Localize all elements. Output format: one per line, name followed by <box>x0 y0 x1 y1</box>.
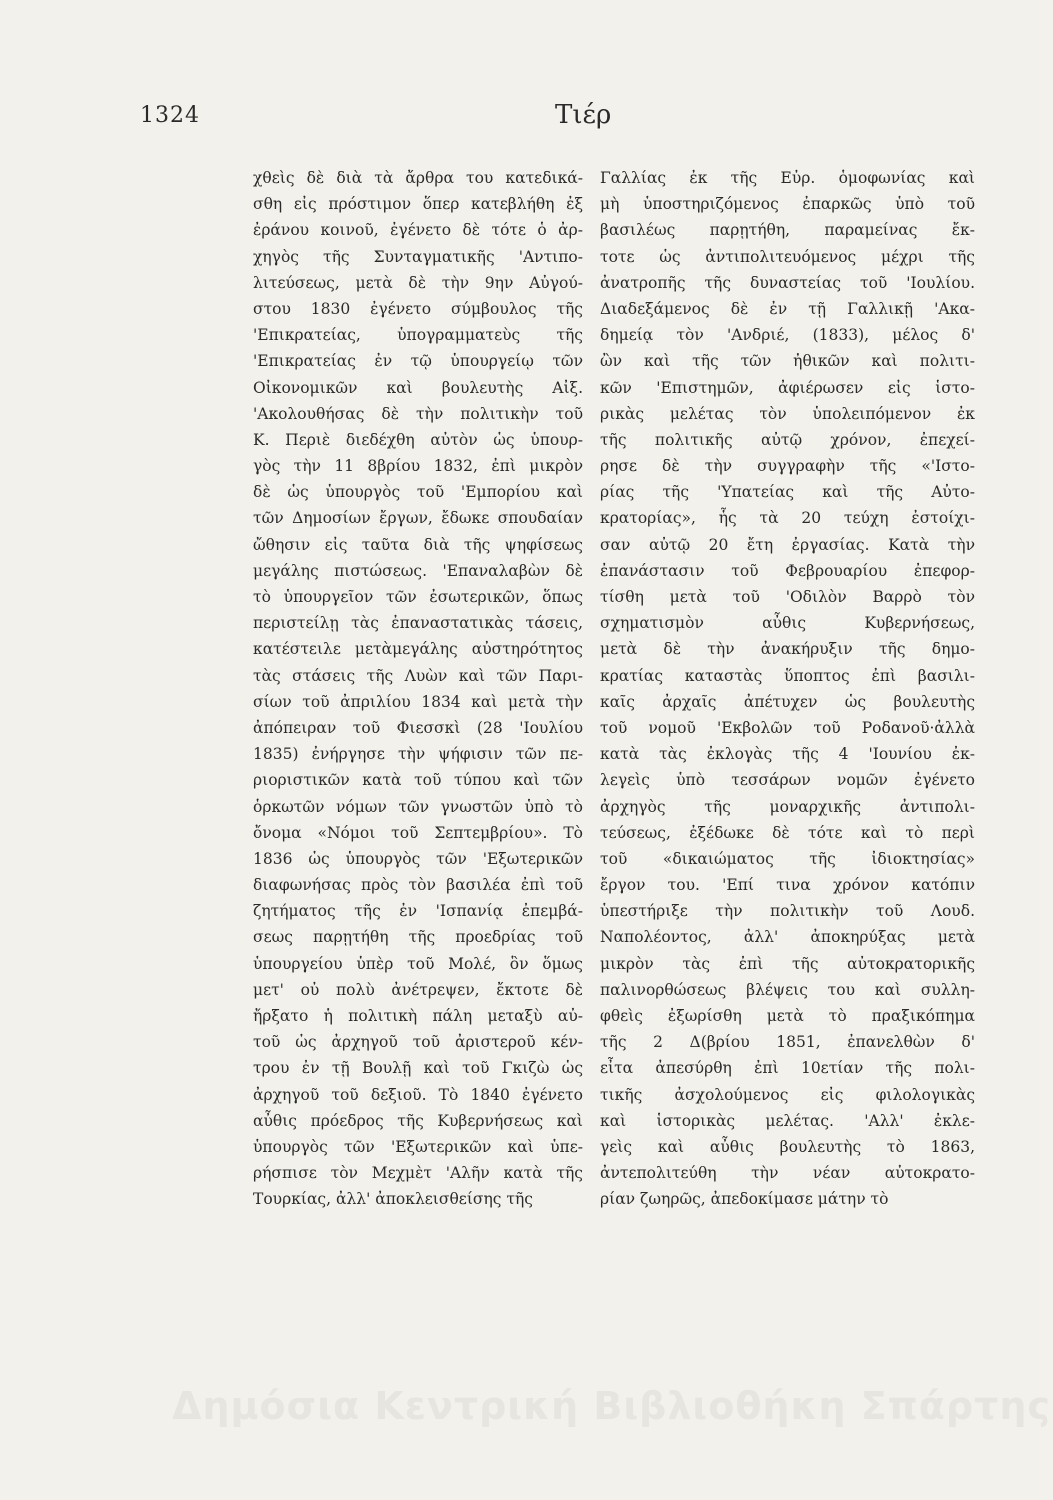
text-line: τοῦ ὡς ἀρχηγοῦ τοῦ ἀριστεροῦ κέν- <box>253 1033 583 1052</box>
text-line: ἔργον του. 'Επί τινα χρόνον κατόπιν <box>600 876 975 895</box>
text-line: ρικὰς μελέτας τὸν ὑπολειπόμενον ἐκ <box>600 404 975 423</box>
text-line: ὑπουργείου ὑπὲρ τοῦ Μολέ, ὃν ὅμως <box>253 954 583 973</box>
running-head: Τιέρ <box>555 100 612 130</box>
text-line: τικῆς ἀσχολούμενος εἰς φιλολογικὰς <box>600 1085 975 1104</box>
text-line: Κ. Περιὲ διεδέχθη αὐτὸν ὡς ὑπουρ- <box>253 430 583 449</box>
text-line: περιστείλῃ τὰς ἐπαναστατικὰς τάσεις, <box>253 614 583 633</box>
text-line: ἐράνου κοινοῦ, ἐγένετο δὲ τότε ὁ ἀρ- <box>253 221 583 240</box>
text-line: Ναπολέοντος, ἀλλ' ἀποκηρύξας μετὰ <box>600 928 975 947</box>
text-line: σαν αὐτῷ 20 ἔτη ἐργασίας. Κατὰ τὴν <box>600 535 975 554</box>
text-line: μικρὸν τὰς ἐπὶ τῆς αὐτοκρατορικῆς <box>600 954 975 973</box>
text-line: σίων τοῦ ἀπριλίου 1834 καὶ μετὰ τὴν <box>253 692 583 711</box>
text-line: ρησε δὲ τὴν συγγραφὴν τῆς «'Ιστο- <box>600 457 975 476</box>
text-line: τοῦ νομοῦ 'Εκβολῶν τοῦ Ροδανοῦ·ἀλλὰ <box>600 718 975 737</box>
text-line: τὸ ὑπουργεῖον τῶν ἐσωτερικῶν, ὅπως <box>253 588 583 606</box>
text-line: τὰς στάσεις τῆς Λυὼν καὶ τῶν Παρι- <box>253 666 583 685</box>
text-line: ἤρξατο ἡ πολιτικὴ πάλη μεταξὺ αὐ- <box>253 1007 583 1025</box>
text-line: γὸς τὴν 11 8βρίου 1832, ἐπὶ μικρὸν <box>253 457 583 476</box>
text-line: κῶν 'Επιστημῶν, ἀφιέρωσεν εἰς ἱστο- <box>600 378 975 397</box>
text-line: ρίας τῆς 'Υπατείας καὶ τῆς Αὐτο- <box>600 483 975 502</box>
text-line: ρίαν ζωηρῶς, ἀπεδοκίμασε μάτην τὸ <box>600 1190 889 1209</box>
text-line: ὑπουργὸς τῶν 'Εξωτερικῶν καὶ ὑπε- <box>253 1137 583 1156</box>
text-line: σθη εἰς πρόστιμον ὅπερ κατεβλήθη ἐξ <box>253 195 583 214</box>
text-line: ὁρκωτῶν νόμων τῶν γνωστῶν ὑπὸ τὸ <box>253 797 583 816</box>
text-line: εἶτα ἀπεσύρθη ἐπὶ 10ετίαν τῆς πολι- <box>600 1059 975 1078</box>
left-column <box>253 165 583 1213</box>
text-line: καὶ ἱστορικὰς μελέτας. 'Αλλ' ἐκλε- <box>600 1111 975 1130</box>
text-line: τῆς πολιτικῆς αὐτῷ χρόνον, ἐπεχεί- <box>600 430 975 449</box>
text-line: κατὰ τὰς ἐκλογὰς τῆς 4 'Ιουνίου ἐκ- <box>600 745 975 764</box>
text-line: σχηματισμὸν αὖθις Κυβερνήσεως, <box>600 614 975 633</box>
text-line: ἀνατροπῆς τῆς δυναστείας τοῦ 'Ιουλίου. <box>600 273 975 292</box>
text-line: χηγὸς τῆς Συνταγματικῆς 'Αντιπο- <box>253 247 583 266</box>
text-line: δὲ ὡς ὑπουργὸς τοῦ 'Εμπορίου καὶ <box>253 483 583 502</box>
text-line: τῆς 2 Δ(βρίου 1851, ἐπανελθὼν δ' <box>600 1033 975 1052</box>
text-line: καῖς ἀρχαῖς ἀπέτυχεν ὡς βουλευτὴς <box>600 692 975 711</box>
text-line: γεὶς καὶ αὖθις βουλευτὴς τὸ 1863, <box>600 1137 975 1156</box>
text-line: ἐπανάστασιν τοῦ Φεβρουαρίου ἐπεφορ- <box>600 561 975 580</box>
text-line: τοτε ὡς ἀντιπολιτευόμενος μέχρι τῆς <box>600 247 975 266</box>
text-line: φθεὶς ἐξωρίσθη μετὰ τὸ πραξικόπημα <box>600 1007 975 1025</box>
text-line: κρατορίας», ἧς τὰ 20 τεύχη ἐστοίχι- <box>600 509 975 528</box>
text-line: μὴ ὑποστηριζόμενος ἐπαρκῶς ὑπὸ τοῦ <box>600 195 975 214</box>
library-watermark: Δημόσια Κεντρική Βιβλιοθήκη Σπάρτης <box>172 1384 1051 1428</box>
text-line: ὄνομα «Νόμοι τοῦ Σεπτεμβρίου». Τὸ <box>253 823 583 842</box>
text-line: Οἰκονομικῶν καὶ βουλευτὴς Αἰξ. <box>253 378 583 397</box>
text-line: βασιλέως παρῃτήθη, παραμείνας ἔκ- <box>600 221 975 240</box>
text-line: διαφωνήσας πρὸς τὸν βασιλέα ἐπὶ τοῦ <box>253 876 583 895</box>
text-line: ζητήματος τῆς ἐν 'Ισπανίᾳ ἐπεμβά- <box>253 902 583 921</box>
text-line: 'Ακολουθήσας δὲ τὴν πολιτικὴν τοῦ <box>253 404 583 423</box>
text-line: ἀντεπολιτεύθη τὴν νέαν αὐτοκρατο- <box>600 1164 975 1183</box>
text-line: ρήσπισε τὸν Μεχμὲτ 'Αλῆν κατὰ τῆς <box>253 1164 583 1183</box>
text-line: παλινορθώσεως βλέψεις του καὶ συλλη- <box>600 980 975 999</box>
text-line: στου 1830 ἐγένετο σύμβουλος τῆς <box>253 299 583 318</box>
text-line: ἀρχηγὸς τῆς μοναρχικῆς ἀντιπολι- <box>600 797 975 816</box>
text-line: κατέστειλε μετὰμεγάλης αὐστηρότητος <box>253 640 583 659</box>
text-line: ἀπόπειραν τοῦ Φιεσσκὶ (28 'Ιουλίου <box>253 718 583 737</box>
text-line: μετ' οὐ πολὺ ἀνέτρεψεν, ἔκτοτε δὲ <box>253 980 583 999</box>
text-line: 1835) ἐνήργησε τὴν ψήφισιν τῶν πε- <box>253 745 583 764</box>
text-line: ριοριστικῶν κατὰ τοῦ τύπου καὶ τῶν <box>253 771 583 790</box>
text-line: ὤθησιν εἰς ταῦτα διὰ τῆς ψηφίσεως <box>253 535 583 554</box>
text-line: αὖθις πρόεδρος τῆς Κυβερνήσεως καὶ <box>253 1111 583 1130</box>
page-number: 1324 <box>140 103 200 128</box>
text-line: τεύσεως, ἐξέδωκε δὲ τότε καὶ τὸ περὶ <box>600 823 975 842</box>
text-line: Διαδεξάμενος δὲ ἐν τῇ Γαλλικῇ 'Ακα- <box>600 299 975 318</box>
text-line: 'Επικρατείας ἐν τῷ ὑπουργείῳ τῶν <box>253 352 583 371</box>
text-line: χθεὶς δὲ διὰ τὰ ἄρθρα του κατεδικά- <box>253 169 583 187</box>
text-line: ἀρχηγοῦ τοῦ δεξιοῦ. Τὸ 1840 ἐγένετο <box>253 1085 583 1104</box>
text-line: λιτεύσεως, μετὰ δὲ τὴν 9ην Αὐγού- <box>253 273 583 292</box>
text-line: τρου ἐν τῇ Βουλῇ καὶ τοῦ Γκιζὼ ὡς <box>253 1059 583 1078</box>
text-line: τῶν Δημοσίων ἔργων, ἔδωκε σπουδαίαν <box>253 509 583 528</box>
right-column <box>600 165 975 1213</box>
text-line: Γαλλίας ἐκ τῆς Εὐρ. ὁμοφωνίας καὶ <box>600 169 975 187</box>
text-line: ὑπεστήριξε τὴν πολιτικὴν τοῦ Λουδ. <box>600 902 975 921</box>
text-line: λεγεὶς ὑπὸ τεσσάρων νομῶν ἐγένετο <box>600 771 975 790</box>
text-line: ὢν καὶ τῆς τῶν ἠθικῶν καὶ πολιτι- <box>600 352 975 371</box>
text-line: μετὰ δὲ τὴν ἀνακήρυξιν τῆς δημο- <box>600 640 975 659</box>
text-line: τίσθη μετὰ τοῦ 'Οδιλὸν Βαρρὸ τὸν <box>600 588 975 606</box>
text-line: κρατίας καταστὰς ὕποπτος ἐπὶ βασιλι- <box>600 666 975 685</box>
text-line: 1836 ὡς ὑπουργὸς τῶν 'Εξωτερικῶν <box>253 849 583 868</box>
text-line: 'Επικρατείας, ὑπογραμματεὺς τῆς <box>253 326 583 345</box>
text-line: δημείᾳ τὸν 'Ανδριέ, (1833), μέλος δ' <box>600 326 975 345</box>
text-line: σεως παρῃτήθη τῆς προεδρίας τοῦ <box>253 928 583 947</box>
text-line: Τουρκίας, ἀλλ' ἀποκλεισθείσης τῆς <box>253 1190 533 1209</box>
text-line: μεγάλης πιστώσεως. 'Επαναλαβὼν δὲ <box>253 561 583 580</box>
text-line: τοῦ «δικαιώματος τῆς ἰδιοκτησίας» <box>600 849 975 868</box>
